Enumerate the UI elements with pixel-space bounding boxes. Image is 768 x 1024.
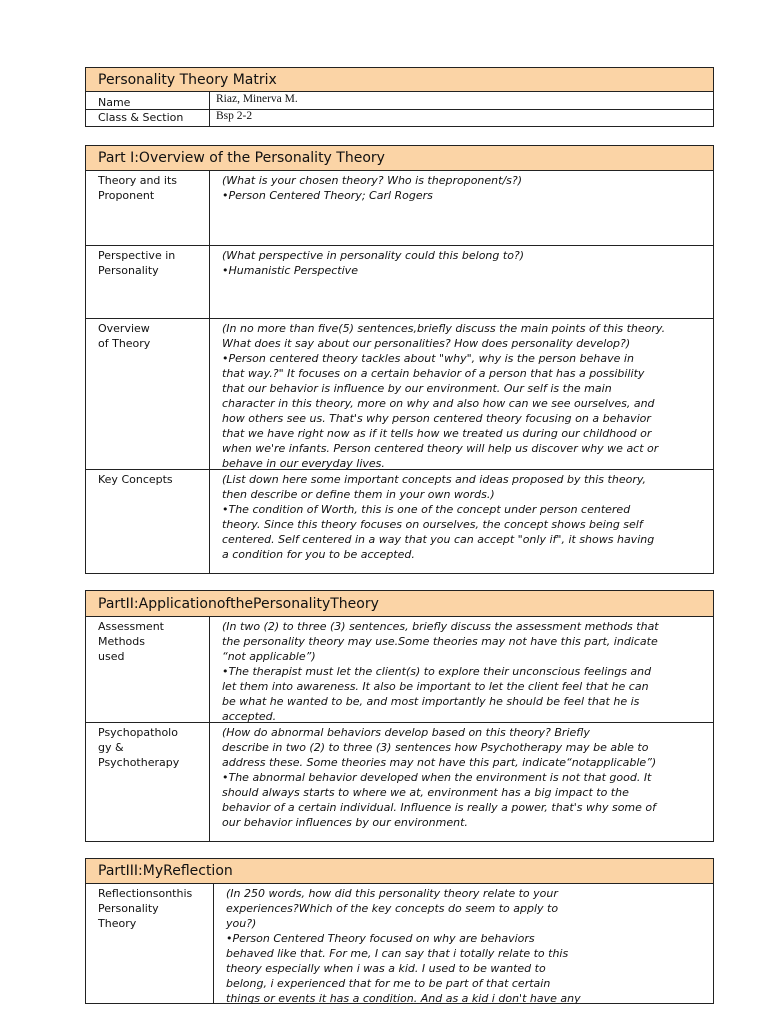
row-label: Psychopatholo gy & Psychotherapy [86,723,210,841]
content-line: belong, i experienced that for me to be part of that certain [226,977,551,990]
row-label: Assessment Methods used [86,617,210,722]
content-line: •Person Centered Theory; Carl Rogers [222,189,433,202]
class-row [86,110,713,126]
content-line: accepted. [222,710,277,723]
part2-row [86,617,713,723]
content-line: (What is your chosen theory? Who is theproponent/s?) [222,174,523,187]
class-value: Bsp 2-2 [216,110,253,122]
content-line: behave in our everyday lives. [222,457,385,470]
content-line: describe in two (2) to three (3) sentences how Psychotherapy may be able to [222,741,649,754]
content-line: •Humanistic Perspective [222,264,358,277]
content-line: our behavior influences by our environment. [222,816,468,829]
part1-title: Part I:Overview of the Personality Theory [86,146,713,171]
content-line: let them into awareness. It also be important to let the client feel that he can [222,680,649,693]
row-content [210,171,713,245]
content-line: (What perspective in personality could this belong to?) [222,249,525,262]
content-line: be what he wanted to be, and most importantly he should be feel that he is [222,695,640,708]
row-content [210,617,713,722]
content-line: (List down here some important concepts and ideas proposed by this theory, [222,473,646,486]
content-line: (In 250 words, how did this personality theory relate to your [226,887,558,900]
part1-table [85,145,714,574]
content-line: “not applicable”) [222,650,316,663]
row-label: Perspective in Personality [86,246,210,318]
content-line: •Person Centered Theory focused on why are behaviors [226,932,535,945]
row-label: Theory and its Proponent [86,171,210,245]
content-line: behavior of a certain individual. Influence is really a power, that's why some of [222,801,657,814]
content-line: a condition for you to be accepted. [222,548,415,561]
part1-row [86,319,713,470]
content-line: •The therapist must let the client(s) to explore their unconscious feelings and [222,665,652,678]
content-line: that our behavior is influence by our environment. Our self is the main [222,382,612,395]
matrix-title: Personality Theory Matrix [86,68,713,92]
info-table [85,67,714,127]
content-line: that we have right now as if it tells how we treated us during our childhood or [222,427,652,440]
content-line: (In no more than five(5) sentences,briefly discuss the main points of this theory. [222,322,666,335]
content-line: the personality theory may use.Some theories may not have this part, indicate [222,635,658,648]
row-content [210,723,713,841]
row-label: Overview of Theory [86,319,210,469]
content-line: you?) [226,917,257,930]
content-line: •The abnormal behavior developed when the environment is not that good. It [222,771,652,784]
content-line: centered. Self centered in a way that you can accept "only if", it shows having [222,533,655,546]
part1-row [86,246,713,319]
content-line: What does it say about our personalities? How does personality develop?) [222,337,631,350]
part3-title: PartIII:MyReflection [86,859,713,884]
content-line: •Person centered theory tackles about "why", why is the person behave in [222,352,634,365]
row-label: Key Concepts [86,470,210,573]
content-line: (How do abnormal behaviors develop based on this theory? Briefly [222,726,590,739]
content-line: •The condition of Worth, this is one of the concept under person centered [222,503,631,516]
class-label: Class & Section [86,110,210,126]
content-line: when we're infants. Person centered theory will help us discover why we act or [222,442,659,455]
part2-title: PartII:ApplicationofthePersonalityTheory [86,591,713,617]
row-content [214,884,713,1004]
content-line: (In two (2) to three (3) sentences, briefly discuss the assessment methods that [222,620,659,633]
content-line: should always starts to where we at, environment has a big impact to the [222,786,629,799]
content-line: that way.?" It focuses on a certain behavior of a person that has a possibility [222,367,645,380]
name-label: Name [86,92,210,109]
row-content [210,470,713,573]
content-line: theory especially when i was a kid. I used to be wanted to [226,962,546,975]
part1-row [86,171,713,246]
name-row [86,92,713,110]
part3-row [86,884,713,1004]
name-value: Riaz, Minerva M. [216,93,298,105]
content-line: experiences?Which of the key concepts do seem to apply to [226,902,559,915]
content-line: character in this theory, more on why and also how can we see ourselves, and [222,397,655,410]
part2-row [86,723,713,841]
content-line: theory. Since this theory focuses on ourselves, the concept shows being self [222,518,643,531]
content-line: behaved like that. For me, I can say that i totally relate to this [226,947,569,960]
row-label: Reflectionsonthis Personality Theory [86,884,214,1004]
row-content [210,319,713,469]
part1-row [86,470,713,573]
content-line: things or events it has a condition. And as a kid i don't have any [226,992,581,1004]
content-line: address these. Some theories may not have this part, indicate“notapplicable”) [222,756,657,769]
row-content [210,246,713,318]
content-line: how others see us. That's why person centered theory focusing on a behavior [222,412,651,425]
content-line: then describe or define them in your own words.) [222,488,495,501]
part3-table [85,858,714,1004]
part2-table [85,590,714,842]
